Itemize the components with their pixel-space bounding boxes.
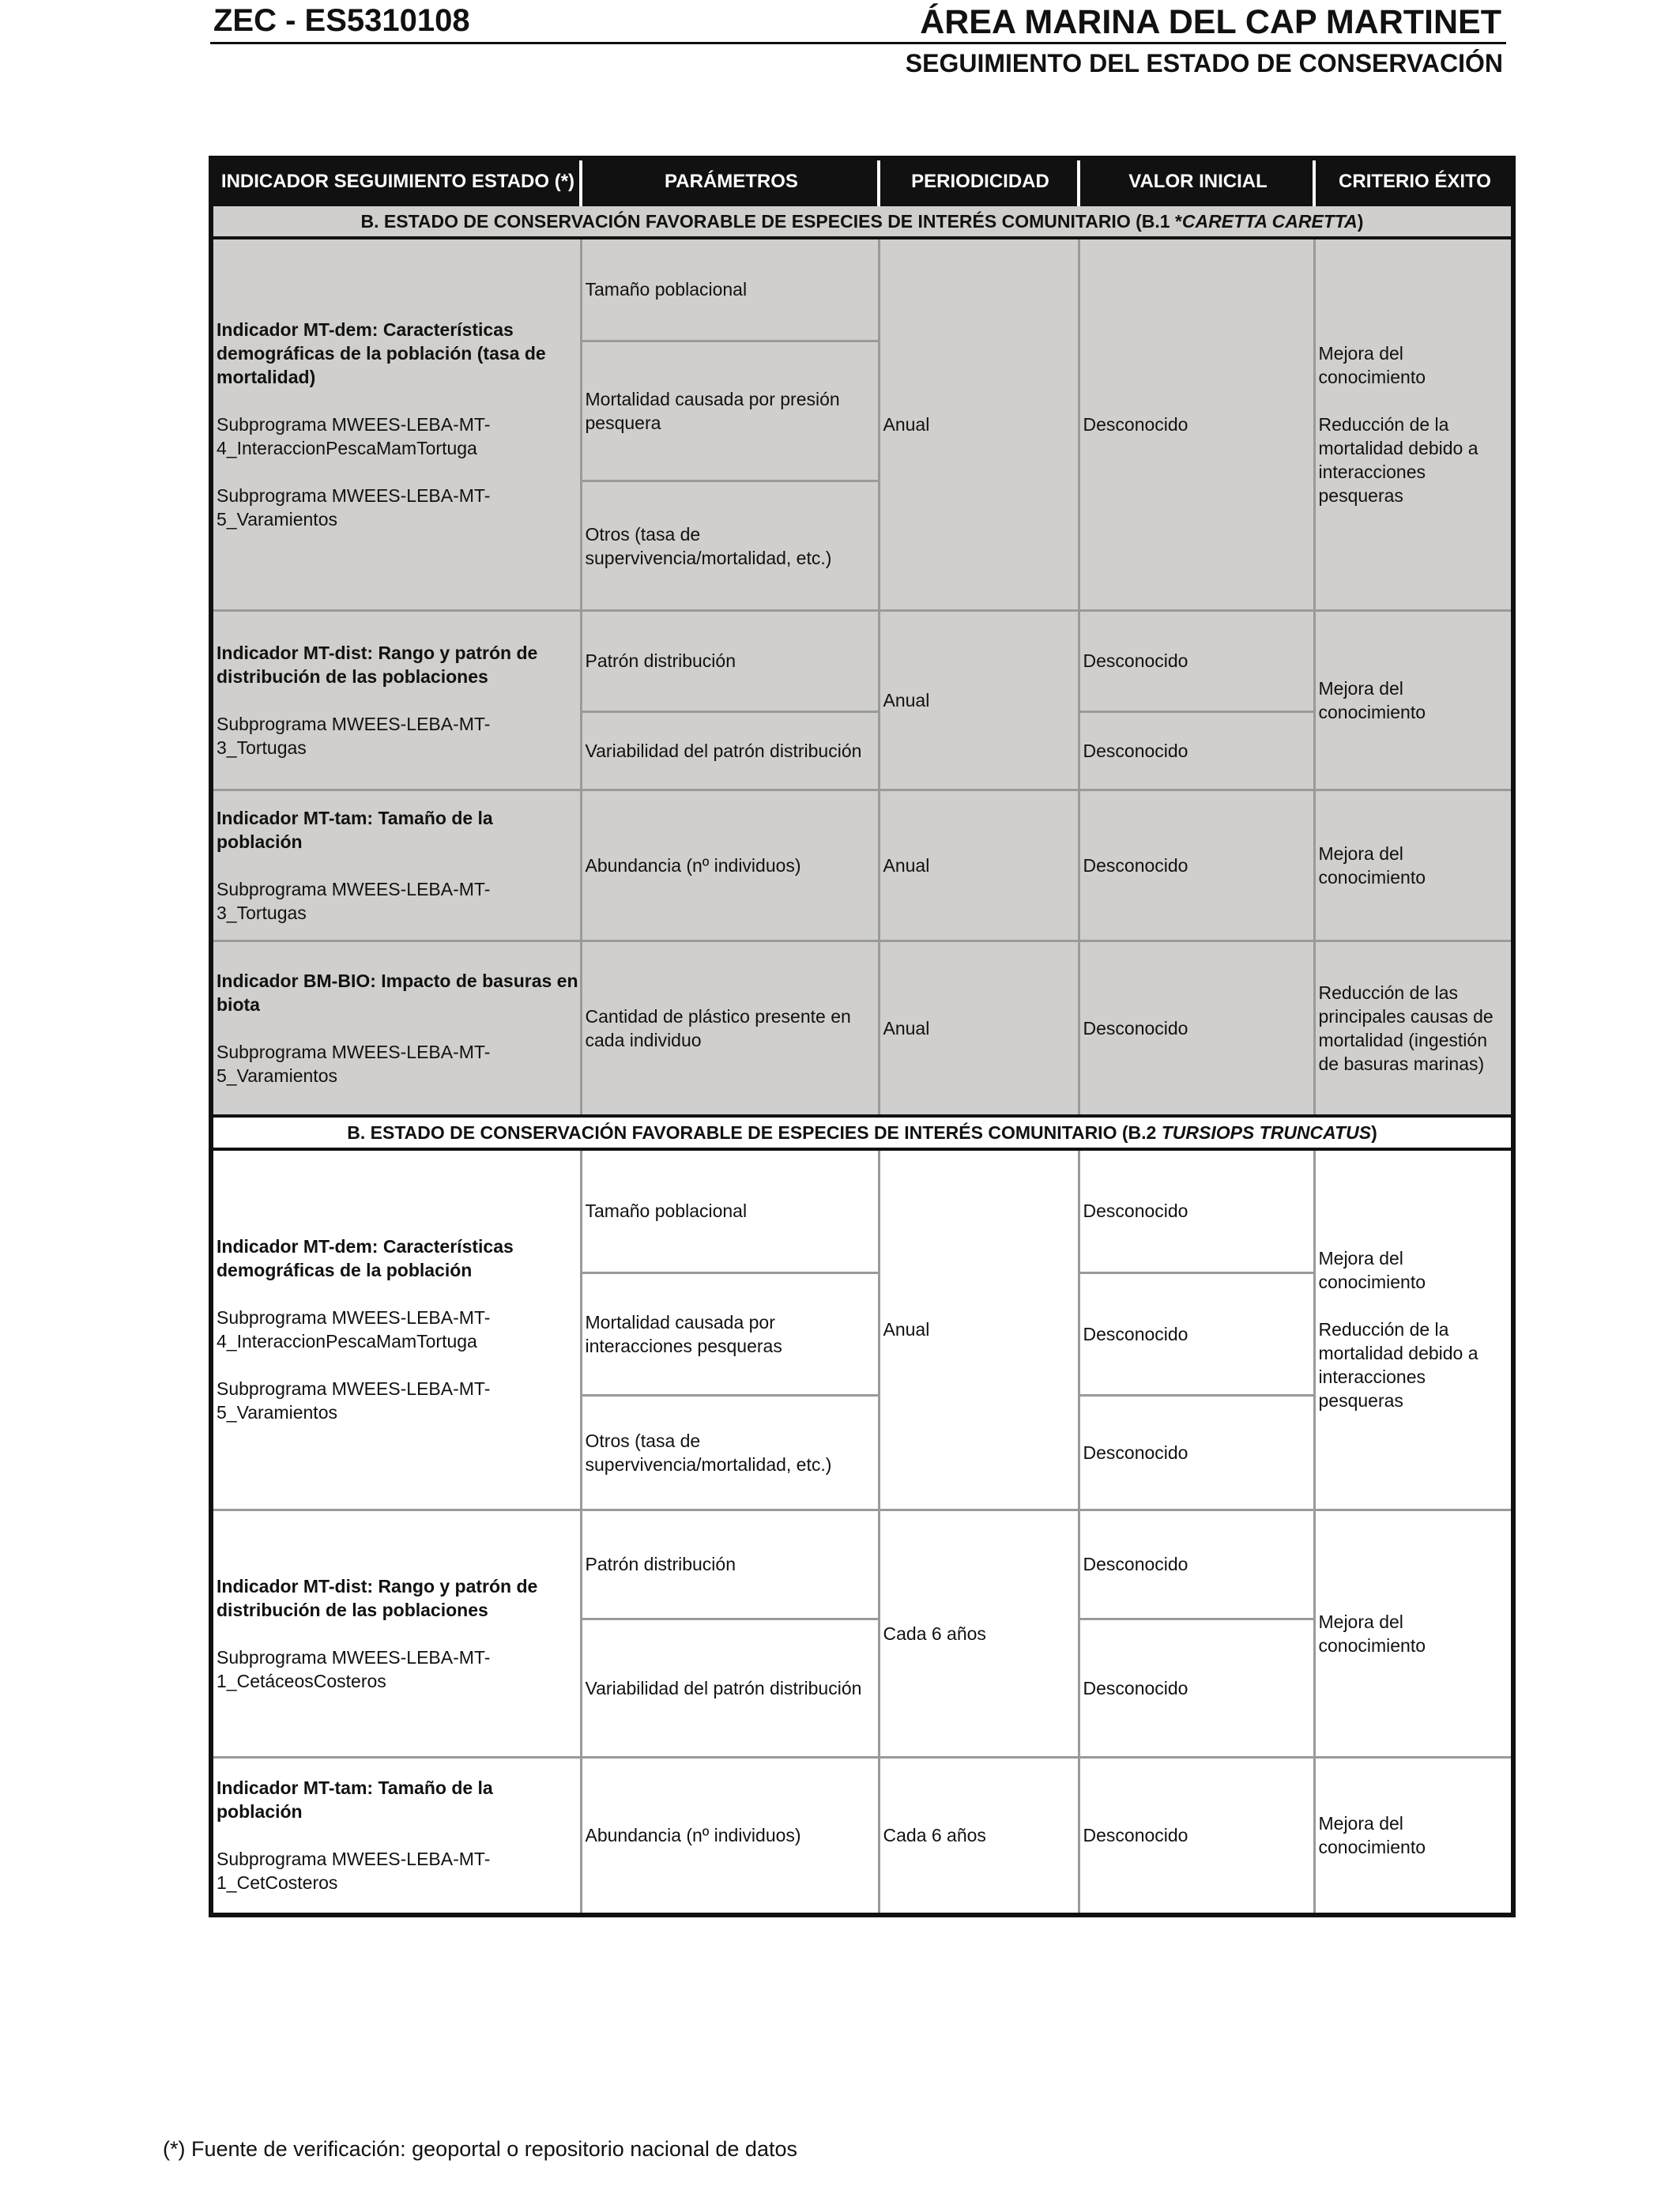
table-row bbox=[211, 1149, 1513, 1272]
section-title-text: B. ESTADO DE CONSERVACIÓN FAVORABLE DE ESPECIES DE INTERÉS COMUNITARIO (B.2 bbox=[347, 1122, 1157, 1143]
initial-value-cell: Desconocido bbox=[1079, 238, 1314, 610]
table-row bbox=[211, 790, 1513, 941]
criteria-cell: Reducción de las principales causas de mortalidad (ingestión de basuras marinas) bbox=[1314, 941, 1513, 1116]
subprogram-text: Subprograma MWEES-LEBA-MT-5_Varamientos bbox=[217, 1041, 491, 1086]
table-row bbox=[211, 610, 1513, 711]
column-header-periodicity: PERIODICIDAD bbox=[879, 158, 1079, 205]
indicator-title: Indicador MT-dist: Rango y patrón de distribución de las poblaciones bbox=[217, 642, 538, 687]
periodicity-cell: Anual bbox=[879, 941, 1079, 1116]
periodicity-cell: Anual bbox=[879, 790, 1079, 941]
initial-value-cell: Desconocido bbox=[1079, 1757, 1314, 1915]
criteria-cell: Mejora del conocimiento bbox=[1314, 1510, 1513, 1757]
initial-value-cell: Desconocido bbox=[1079, 1149, 1314, 1272]
criteria-text: Reducción de la mortalidad debido a interacciones pesqueras bbox=[1318, 1319, 1478, 1412]
subprogram-text: Subprograma MWEES-LEBA-MT-5_Varamientos bbox=[217, 484, 491, 530]
column-header-parameters: PARÁMETROS bbox=[581, 158, 879, 205]
periodicity-cell: Cada 6 años bbox=[879, 1757, 1079, 1915]
indicator-cell bbox=[211, 1149, 581, 1510]
section-heading-row bbox=[211, 1116, 1513, 1149]
subprogram-text: Subprograma MWEES-LEBA-MT-5_Varamientos bbox=[217, 1378, 491, 1423]
initial-value-cell: Desconocido bbox=[1079, 711, 1314, 790]
initial-value-cell: Desconocido bbox=[1079, 1510, 1314, 1619]
initial-value-cell: Desconocido bbox=[1079, 790, 1314, 941]
subprogram-text: Subprograma MWEES-LEBA-MT-4_InteraccionPescaMamTortuga bbox=[217, 413, 491, 458]
site-title: ÁREA MARINA DEL CAP MARTINET bbox=[920, 3, 1501, 41]
parameter-cell: Tamaño poblacional bbox=[581, 238, 879, 341]
section-title-suffix: ) bbox=[1371, 1122, 1377, 1143]
table-row bbox=[211, 238, 1513, 341]
subprogram-text: Subprograma MWEES-LEBA-MT-1_CetCosteros bbox=[217, 1849, 491, 1894]
column-header-indicator: INDICADOR SEGUIMIENTO ESTADO (*) bbox=[211, 158, 581, 205]
parameter-cell: Otros (tasa de supervivencia/mortalidad, etc.) bbox=[581, 1395, 879, 1510]
indicator-cell bbox=[211, 941, 581, 1116]
section-species-name: TURSIOPS TRUNCATUS bbox=[1161, 1122, 1372, 1143]
parameter-cell: Abundancia (nº individuos) bbox=[581, 1757, 879, 1915]
parameter-cell: Tamaño poblacional bbox=[581, 1149, 879, 1272]
indicator-title: Indicador MT-dist: Rango y patrón de distribución de las poblaciones bbox=[217, 1575, 538, 1620]
criteria-cell: Mejora del conocimiento bbox=[1314, 790, 1513, 941]
parameter-cell: Variabilidad del patrón distribución bbox=[581, 1619, 879, 1757]
indicator-title: Indicador BM-BIO: Impacto de basuras en biota bbox=[217, 970, 578, 1015]
section-title-text: B. ESTADO DE CONSERVACIÓN FAVORABLE DE ESPECIES DE INTERÉS COMUNITARIO (B.1 * bbox=[360, 211, 1182, 232]
periodicity-cell: Anual bbox=[879, 1149, 1079, 1510]
indicator-title: Indicador MT-tam: Tamaño de la población bbox=[217, 1777, 493, 1823]
criteria-text: Mejora del conocimiento bbox=[1318, 342, 1426, 387]
subprogram-text: Subprograma MWEES-LEBA-MT-1_CetáceosCosteros bbox=[217, 1646, 491, 1691]
parameter-cell: Otros (tasa de supervivencia/mortalidad, etc.) bbox=[581, 481, 879, 610]
criteria-cell bbox=[1314, 238, 1513, 610]
criteria-text: Reducción de la mortalidad debido a interacciones pesqueras bbox=[1318, 413, 1478, 506]
header-rule bbox=[210, 42, 1506, 44]
section-species-name: CARETTA CARETTA bbox=[1181, 211, 1358, 232]
periodicity-cell: Anual bbox=[879, 610, 1079, 790]
section-heading-caretta bbox=[211, 205, 1513, 238]
periodicity-cell: Anual bbox=[879, 238, 1079, 610]
criteria-cell: Mejora del conocimiento bbox=[1314, 610, 1513, 790]
initial-value-cell: Desconocido bbox=[1079, 610, 1314, 711]
parameter-cell: Patrón distribución bbox=[581, 610, 879, 711]
initial-value-cell: Desconocido bbox=[1079, 1619, 1314, 1757]
table-row bbox=[211, 1510, 1513, 1619]
initial-value-cell: Desconocido bbox=[1079, 1395, 1314, 1510]
section-heading-tursiops bbox=[211, 1116, 1513, 1149]
indicator-cell bbox=[211, 238, 581, 610]
table-row bbox=[211, 1757, 1513, 1915]
indicator-cell bbox=[211, 610, 581, 790]
column-header-success-criteria: CRITERIO ÉXITO bbox=[1314, 158, 1513, 205]
indicator-title: Indicador MT-tam: Tamaño de la población bbox=[217, 807, 493, 852]
criteria-text: Mejora del conocimiento bbox=[1318, 1248, 1426, 1293]
subprogram-text: Subprograma MWEES-LEBA-MT-3_Tortugas bbox=[217, 878, 491, 923]
document-subtitle: SEGUIMIENTO DEL ESTADO DE CONSERVACIÓN bbox=[905, 49, 1503, 77]
indicator-cell bbox=[211, 1510, 581, 1757]
parameter-cell: Patrón distribución bbox=[581, 1510, 879, 1619]
initial-value-cell: Desconocido bbox=[1079, 1272, 1314, 1395]
subprogram-text: Subprograma MWEES-LEBA-MT-3_Tortugas bbox=[217, 713, 491, 758]
indicator-cell bbox=[211, 1757, 581, 1915]
parameter-cell: Cantidad de plástico presente en cada individuo bbox=[581, 941, 879, 1116]
column-header-initial-value: VALOR INICIAL bbox=[1079, 158, 1314, 205]
criteria-cell: Mejora del conocimiento bbox=[1314, 1757, 1513, 1915]
parameter-cell: Variabilidad del patrón distribución bbox=[581, 711, 879, 790]
initial-value-cell: Desconocido bbox=[1079, 941, 1314, 1116]
table-header-row bbox=[211, 158, 1513, 205]
section-title-suffix: ) bbox=[1357, 211, 1364, 232]
indicator-title: Indicador MT-dem: Características demográficas de la población bbox=[217, 1236, 514, 1281]
section-heading-row bbox=[211, 205, 1513, 238]
indicator-cell bbox=[211, 790, 581, 941]
parameter-cell: Mortalidad causada por presión pesquera bbox=[581, 341, 879, 481]
table-row bbox=[211, 941, 1513, 1116]
footnote: (*) Fuente de verificación: geoportal o repositorio nacional de datos bbox=[163, 2137, 797, 2161]
parameter-cell: Mortalidad causada por interacciones pesqueras bbox=[581, 1272, 879, 1395]
criteria-cell bbox=[1314, 1149, 1513, 1510]
periodicity-cell: Cada 6 años bbox=[879, 1510, 1079, 1757]
indicator-title: Indicador MT-dem: Características demográficas de la población (tasa de mortalidad) bbox=[217, 319, 546, 387]
monitoring-table bbox=[209, 156, 1516, 1917]
site-code: ZEC - ES5310108 bbox=[213, 3, 470, 38]
parameter-cell: Abundancia (nº individuos) bbox=[581, 790, 879, 941]
subprogram-text: Subprograma MWEES-LEBA-MT-4_InteraccionPescaMamTortuga bbox=[217, 1307, 491, 1352]
